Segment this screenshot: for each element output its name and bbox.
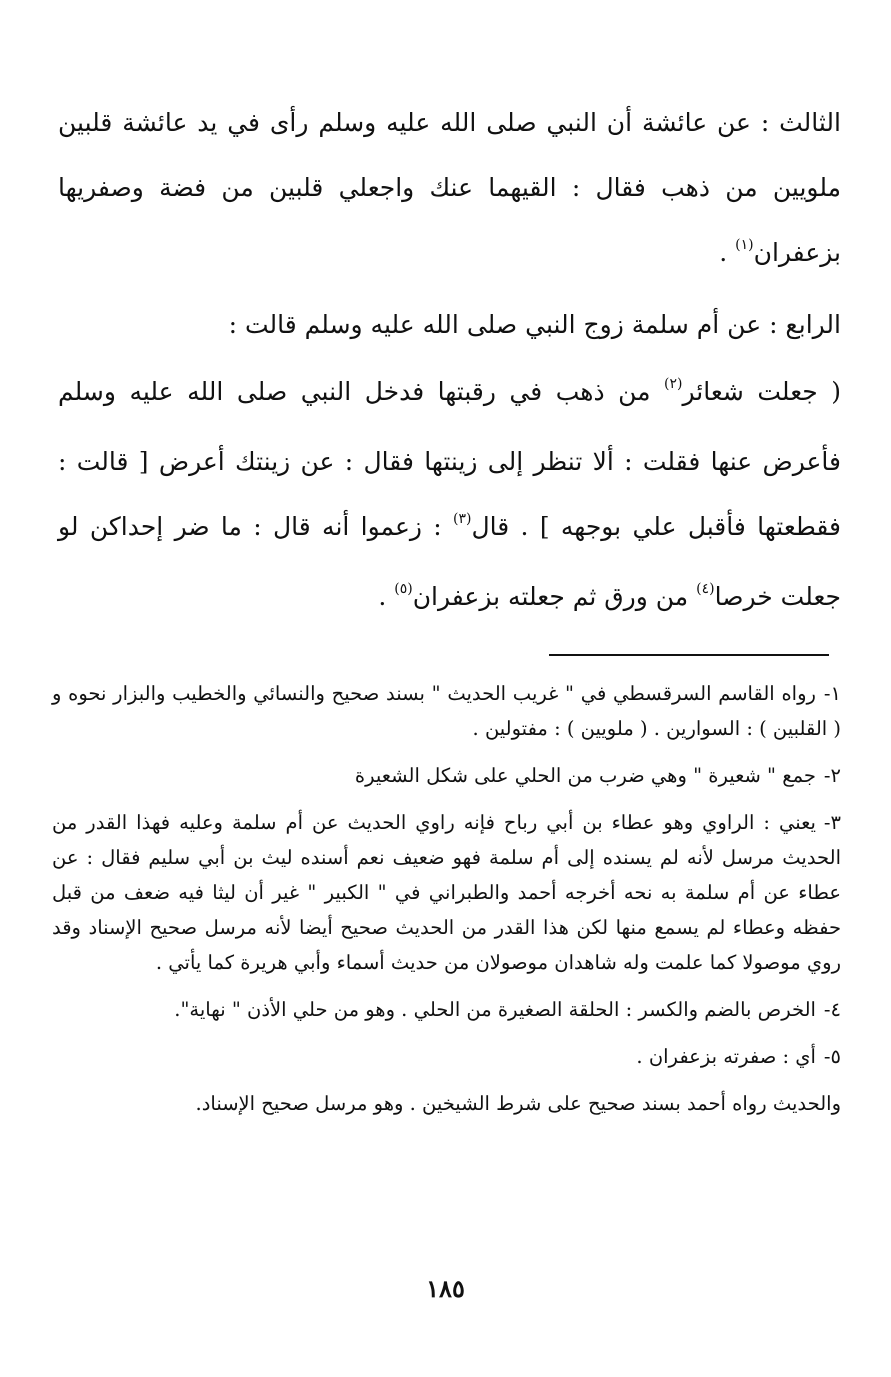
footnote-reference: (٤): [696, 581, 715, 597]
footnotes-section: [52, 676, 841, 1133]
footnote-number: ٢-: [823, 764, 841, 787]
footnote-text: يعني : الراوي وهو عطاء بن أبي رباح فإنه راوي الحديث عن أم سلمة وعليه فهذا القدر من الحديث مرسل لأنه لم يسنده إلى أم سلمة فهو ضعيف نعم أسنده ليث بن أبي سليم فقال : عن عطاء عن أم سلمة به نحه أخرجه أحمد والطبراني في " الكبير " غير أن ليثا فيه ضعف من قبل حفظه وعطاء لم يسمع منها لكن هذا القدر من الحديث صحيح أيضا لأنه مرسل صحيح الإسناد وقد روي موصولا كما علمت وله شاهدان موصولان من حديث أسماء وأبي هريرة كما يأتي .: [52, 811, 841, 974]
footnote-reference: (٥): [394, 581, 413, 597]
footnote-reference: (٣): [453, 511, 472, 527]
footnote-text: جمع " شعيرة " وهي ضرب من الحلي على شكل الشعيرة: [354, 764, 816, 787]
paragraph-text: من ورق ثم جعلته بزعفران: [412, 582, 697, 611]
paragraph-text: ( جعلت شعائر: [682, 377, 841, 406]
paragraph-text: .: [719, 238, 736, 267]
closing-note: والحديث رواه أحمد بسند صحيح على شرط الشيخين . وهو مرسل صحيح الإسناد.: [195, 1092, 841, 1115]
footnote-reference: (١): [735, 237, 754, 253]
footnote-text: الخرص بالضم والكسر : الحلقة الصغيرة من الحلي . وهو من حلي الأذن " نهاية".: [174, 998, 816, 1021]
main-paragraph: [58, 359, 841, 634]
paragraph-text: الرابع : عن أم سلمة زوج النبي صلى الله عليه وسلم قالت :: [228, 310, 841, 339]
footnote: [52, 676, 841, 746]
footnote-number: ٤-: [823, 998, 841, 1021]
paragraph-text: من ذهب في رقبتها فدخل النبي صلى الله عليه وسلم فأعرض عنها فقلت : ألا تنظر إلى زينتها فقال : عن زينتك أعرض [ قالت : فقطعتها فأقبل علي بوجهه ] . قال: [58, 377, 841, 541]
paragraph-text: .: [378, 582, 395, 611]
footnote-separator: [549, 654, 829, 656]
footnote: [52, 758, 841, 793]
main-paragraph: [58, 90, 841, 290]
page-number: ١٨٥: [426, 1274, 465, 1303]
footnote: [52, 1039, 841, 1074]
footnote-number: ٥-: [823, 1045, 841, 1068]
footnote-text: رواه القاسم السرقسطي في " غريب الحديث " بسند صحيح والنسائي والخطيب والبزار نحوه و ( القلبين ) : السوارين . ( ملويين ) : مفتولين .: [52, 682, 841, 740]
main-text: [58, 90, 841, 634]
footnote-number: ١-: [823, 682, 841, 705]
footnote: [52, 992, 841, 1027]
footnote: [52, 805, 841, 980]
footnote-number: ٣-: [823, 811, 841, 834]
paragraph-text: الثالث : عن عائشة أن النبي صلى الله عليه وسلم رأى في يد عائشة قلبين ملويين من ذهب فقال : القيهما عنك واجعلي قلبين من فضة وصفريها بزعفران: [58, 108, 841, 267]
paragraph-text: : زعموا أنه قال : ما ضر إحداكن لو جعلت خرصا: [58, 512, 841, 611]
main-paragraph: [58, 292, 841, 357]
footnote-reference: (٢): [664, 376, 683, 392]
footnote-text: أي : صفرته بزعفران .: [636, 1045, 816, 1068]
